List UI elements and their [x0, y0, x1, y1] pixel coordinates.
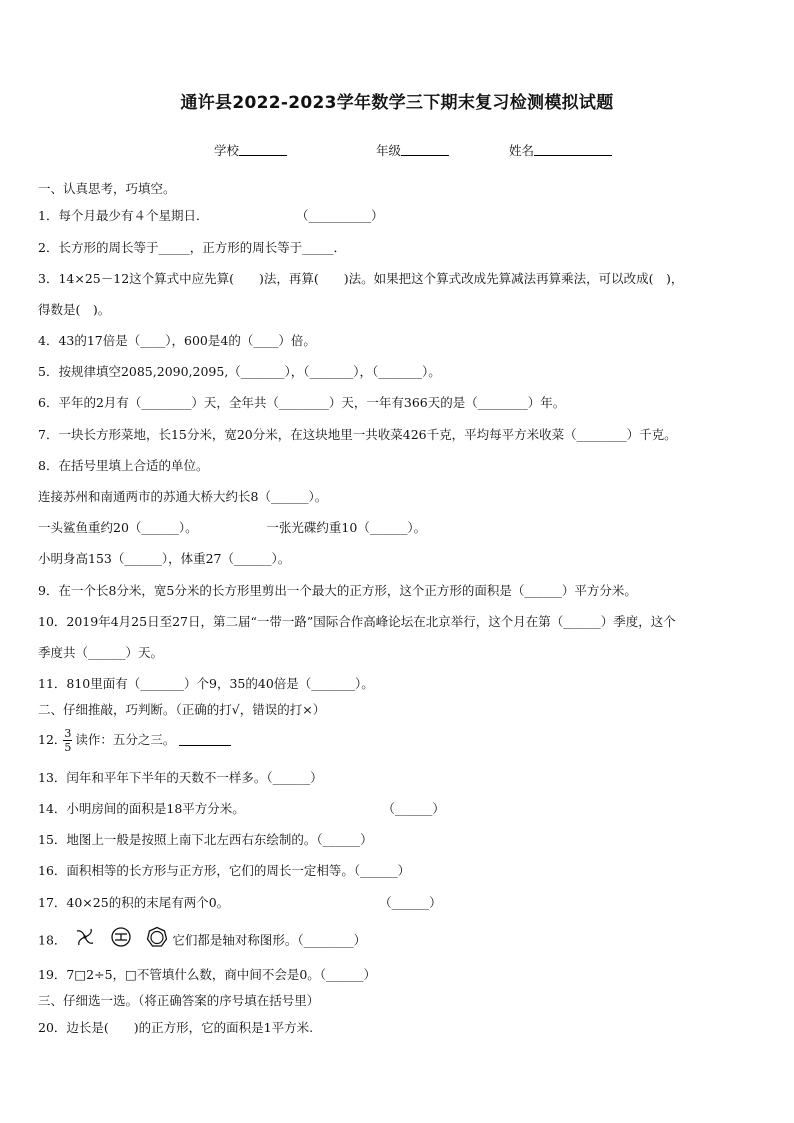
pinwheel-icon	[74, 926, 96, 956]
question-8-item-3: 小明身高153（______），体重27（______）。	[38, 551, 291, 566]
question-17: 17．40×25的积的末尾有两个0。 （______）	[38, 895, 442, 910]
question-18-number: 18．	[38, 932, 67, 948]
school-blank	[239, 143, 287, 156]
question-15: 15．地图上一般是按照上南下北左西右东绘制的。（______）	[38, 832, 373, 847]
page-title: 通许县2022-2023学年数学三下期末复习检测模拟试题	[180, 93, 614, 113]
question-4: 4．43的17倍是（____），600是4的（____）倍。	[38, 333, 316, 348]
question-8-item-2: 一头鲨鱼重约20（______）。 一张光碟约重10（______）。	[38, 520, 427, 535]
section-2-heading: 二、仔细推敲，巧判断。（正确的打√，错误的打×）	[38, 702, 326, 717]
question-13: 13．闰年和平年下半年的天数不一样多。（______）	[38, 770, 323, 785]
section-3-heading: 三、仔细选一选。（将正确答案的序号填在括号里）	[38, 993, 320, 1008]
question-9: 9．在一个长8分米，宽5分米的长方形里剪出一个最大的正方形，这个正方形的面积是（______）平方分米。	[38, 583, 637, 598]
question-11: 11．810里面有（_______）个9，35的40倍是（_______）。	[38, 676, 374, 691]
name-blank	[534, 143, 612, 156]
question-2: 2．长方形的周长等于_____，正方形的周长等于_____．	[38, 240, 346, 255]
question-3-line-1: 3．14×25－12这个算式中应先算( )法，再算( )法。如果把这个算式改成先算减法再算乘法，可以改成( )，	[38, 271, 684, 286]
question-6: 6．平年的2月有（________）天，全年共（________）天，一年有366天的是（________）年。	[38, 395, 566, 410]
grade-blank	[401, 143, 449, 156]
polygon-circle-icon	[146, 926, 168, 956]
question-14: 14．小明房间的面积是18平方分米。 （______）	[38, 801, 445, 816]
question-20: 20．边长是( )的正方形，它的面积是1平方米.	[38, 1020, 314, 1035]
question-19: 19．7□2÷5，□不管填什么数，商中间不会是0。（______）	[38, 967, 377, 982]
fraction-numerator: 3	[64, 727, 72, 740]
question-8: 8．在括号里填上合适的单位。	[38, 458, 209, 473]
question-3-line-2: 得数是( )。	[38, 302, 111, 317]
question-10-line-2: 季度共（______）天。	[38, 645, 164, 660]
question-18-text: 它们都是轴对称图形。（________）	[172, 932, 367, 948]
question-12	[38, 726, 231, 754]
circle-lines-icon	[110, 926, 132, 956]
school-field	[214, 141, 287, 159]
question-8-item-1: 连接苏州和南通两市的苏通大桥大约长8（______）。	[38, 489, 328, 504]
grade-field	[376, 141, 449, 159]
question-12-text: 读作：五分之三。	[75, 732, 176, 747]
question-16: 16．面积相等的长方形与正方形，它们的周长一定相等。（______）	[38, 863, 411, 878]
question-12-number: 12．	[38, 732, 67, 747]
question-18	[38, 926, 366, 956]
question-7: 7．一块长方形菜地，长15分米，宽20分米，在这块地里一共收菜426千克，平均每平方米收菜（________）千克。	[38, 427, 677, 442]
name-label: 姓名	[509, 143, 535, 158]
question-5: 5．按规律填空2085,2090,2095,（_______），（_______），（_______）。	[38, 364, 441, 379]
question-1: 1．每个月最少有４个星期日． （__________）	[38, 208, 384, 223]
grade-label: 年级	[376, 143, 402, 158]
answer-blank	[179, 733, 231, 746]
section-1-heading: 一、认真思考，巧填空。	[38, 181, 176, 196]
name-field	[509, 141, 612, 159]
question-10-line-1: 10．2019年4月25日至27日，第二届“一带一路”国际合作高峰论坛在北京举行，这个月在第（______）季度，这个	[38, 614, 676, 629]
fraction-denominator: 5	[64, 741, 72, 754]
fraction	[63, 728, 72, 753]
school-label: 学校	[214, 143, 240, 158]
